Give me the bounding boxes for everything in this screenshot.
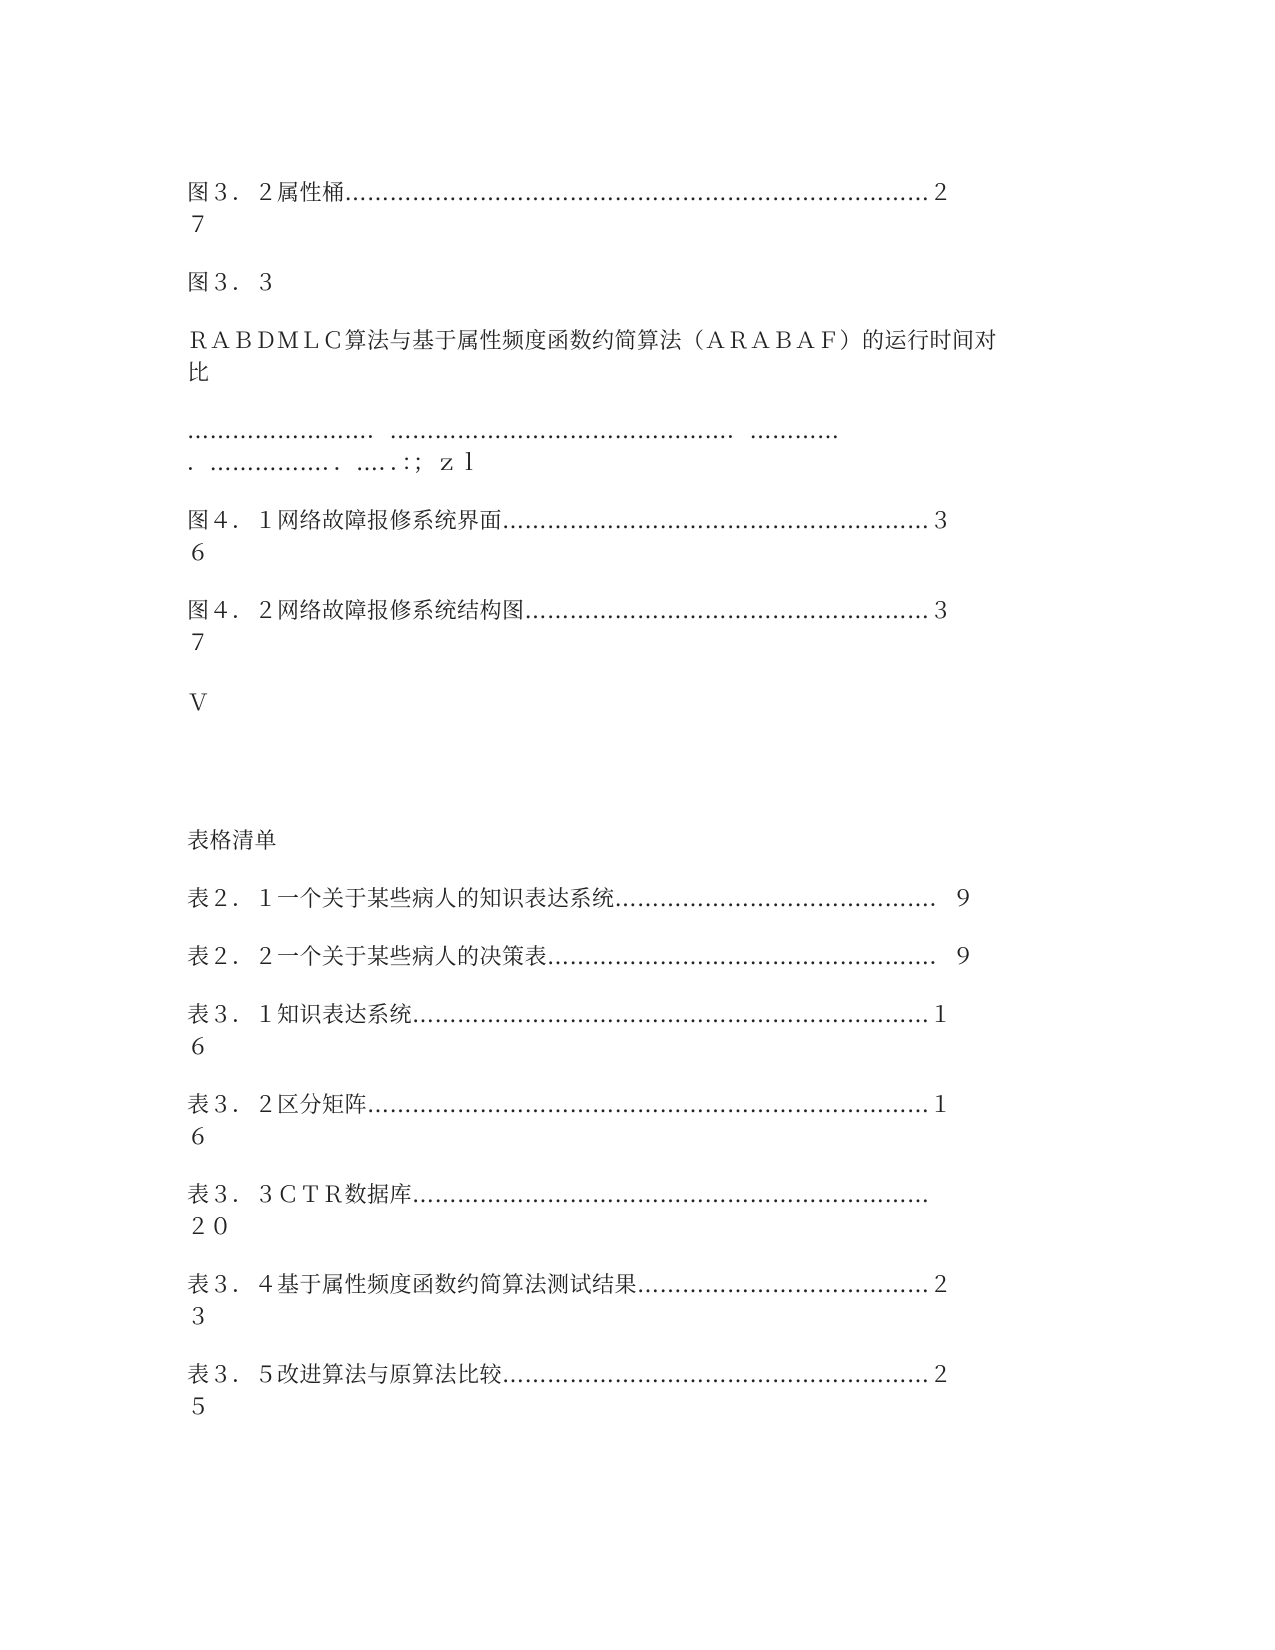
entry-text-continued: ６ [187, 541, 210, 566]
figure-list [187, 178, 1087, 720]
table-entry [187, 884, 1087, 916]
entry-text-continued: ２０ [187, 1215, 233, 1240]
table-entry [187, 1090, 1087, 1154]
entry-text: ……………………．………………………………………．………… [187, 419, 840, 444]
entry-text: 表２．１一个关于某些病人的知识表达系统……………………………………．９ [187, 887, 975, 912]
entry-text: 表３．５改进算法与原算法比较…………………………………………………２ [187, 1363, 953, 1388]
entry-text-continued: ．……………．．…．．：；ｚｌ [187, 451, 481, 476]
table-entry [187, 1180, 1087, 1244]
entry-text-continued: ７ [187, 631, 210, 656]
entry-text-continued: ３ [187, 1305, 210, 1330]
section-title: 表格清单 [187, 829, 278, 854]
page-number: Ｖ [187, 691, 210, 716]
entry-text-continued: ５ [187, 1395, 210, 1420]
figure-entry [187, 596, 1087, 660]
entry-text: 表３．３ＣＴＲ数据库…………………………………………………………… [187, 1183, 930, 1208]
entry-text-continued: ６ [187, 1035, 210, 1060]
table-entry [187, 942, 1087, 974]
entry-text: 图３．３ [187, 271, 278, 296]
table-list [187, 826, 1087, 1424]
entry-text: ＲＡＢＤＭＬＣ算法与基于属性频度函数约简算法（ＡＲＡＢＡＦ）的运行时间对 [187, 329, 998, 354]
entry-text: 表３．４基于属性频度函数约简算法测试结果…………………………………２ [187, 1273, 953, 1298]
entry-text: 表３．２区分矩阵…………………………………………………………………１ [187, 1093, 953, 1118]
entry-text-continued: ６ [187, 1125, 210, 1150]
table-entry [187, 1360, 1087, 1424]
table-entry [187, 1270, 1087, 1334]
entry-text: 图４．２网络故障报修系统结构图………………………………………………３ [187, 599, 953, 624]
figure-entry [187, 506, 1087, 570]
figure-entry [187, 326, 1087, 390]
figure-entry [187, 178, 1087, 242]
figure-entry-leader [187, 416, 1087, 480]
entry-text-continued: ７ [187, 213, 210, 238]
entry-text: 表３．１知识表达系统……………………………………………………………１ [187, 1003, 953, 1028]
entry-text: 图４．１网络故障报修系统界面…………………………………………………３ [187, 509, 953, 534]
table-entry [187, 1000, 1087, 1064]
entry-text: 图３．２属性桶……………………………………………………………………２ [187, 181, 953, 206]
figure-entry [187, 268, 1087, 300]
entry-text: 表２．２一个关于某些病人的决策表……………………………………………．９ [187, 945, 975, 970]
entry-text-continued: 比 [187, 361, 210, 386]
